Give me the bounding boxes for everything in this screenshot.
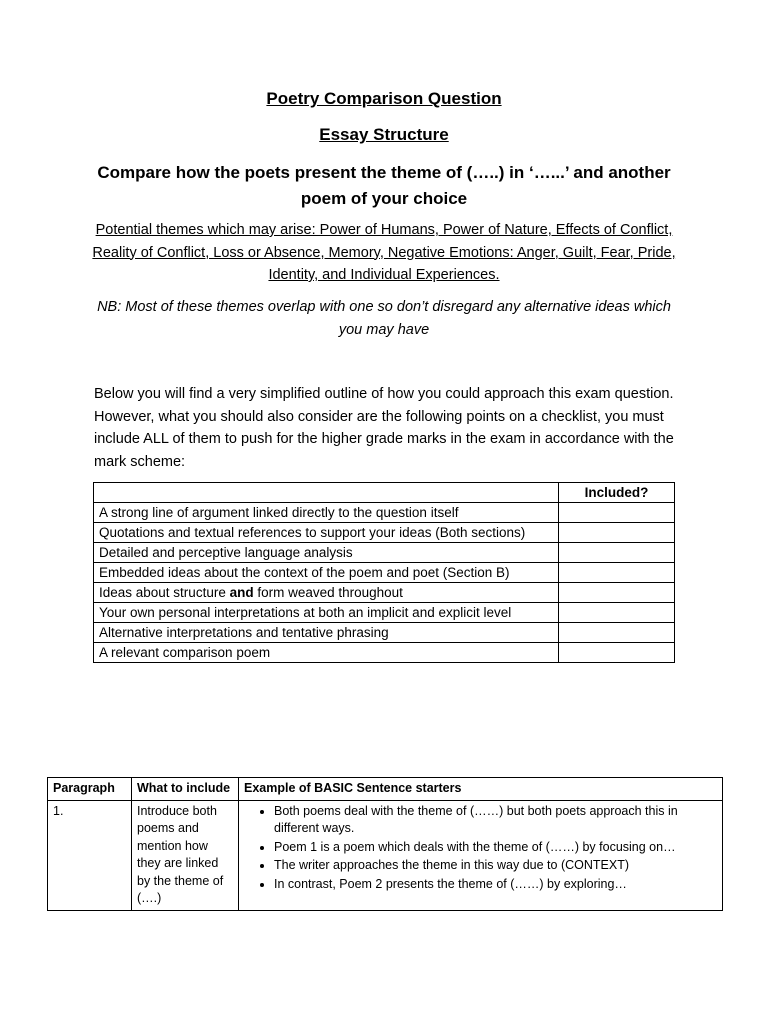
checklist-included-cell bbox=[559, 563, 675, 583]
plan-header-paragraph: Paragraph bbox=[48, 778, 132, 801]
checklist-header-row bbox=[94, 483, 675, 503]
checklist-included-cell bbox=[559, 603, 675, 623]
plan-paragraph-number: 1. bbox=[48, 800, 132, 910]
checklist-header-blank bbox=[94, 483, 559, 503]
checklist-item: A relevant comparison poem bbox=[94, 643, 559, 663]
checklist-item: Alternative interpretations and tentative phrasing bbox=[94, 623, 559, 643]
checklist-row bbox=[94, 623, 675, 643]
checklist-row bbox=[94, 603, 675, 623]
sentence-starter: • In contrast, Poem 2 presents the theme of (……) by exploring… bbox=[274, 876, 717, 894]
checklist-included-cell bbox=[559, 583, 675, 603]
checklist-item: A strong line of argument linked directly to the question itself bbox=[94, 503, 559, 523]
checklist-row bbox=[94, 503, 675, 523]
page-title: Poetry Comparison Question bbox=[266, 89, 502, 108]
plan-header-what-to-include: What to include bbox=[132, 778, 239, 801]
plan-what-to-include: Introduce both poems and mention how they are linked by the theme of (….) bbox=[132, 800, 239, 910]
potential-themes: Potential themes which may arise: Power of Humans, Power of Nature, Effects of Conflict, Reality of Conflict, Loss or Absence, Memory, Negative Emotions: Anger, Guilt, Fear, Pride, Identity, and Individual Experiences. bbox=[92, 222, 676, 283]
checklist-item bbox=[94, 583, 559, 603]
plan-sentence-starters bbox=[239, 800, 723, 910]
checklist-table bbox=[93, 482, 675, 663]
essay-question: Compare how the poets present the theme of (…..) in ‘…...’ and another poem of your choice bbox=[97, 163, 671, 208]
checklist-item-text: form weaved throughout bbox=[253, 585, 403, 600]
checklist-row bbox=[94, 523, 675, 543]
checklist-included-cell bbox=[559, 643, 675, 663]
sentence-starter: • Poem 1 is a poem which deals with the theme of (……) by focusing on… bbox=[274, 839, 717, 857]
plan-row bbox=[48, 800, 723, 910]
checklist-included-cell bbox=[559, 523, 675, 543]
sentence-starter-list bbox=[244, 803, 717, 894]
sentence-starter: • Both poems deal with the theme of (……) but both poets approach this in different ways. bbox=[274, 803, 717, 838]
intro-paragraph: Below you will find a very simplified outline of how you could approach this exam question. However, what you should also consider are the following points on a checklist, you must include ALL of them to push for the higher grade marks in the exam in accordance with the mark scheme: bbox=[94, 386, 674, 470]
checklist-row bbox=[94, 643, 675, 663]
checklist-item: Detailed and perceptive language analysis bbox=[94, 543, 559, 563]
checklist-item: Your own personal interpretations at both an implicit and explicit level bbox=[94, 603, 559, 623]
checklist-included-cell bbox=[559, 543, 675, 563]
checklist-row bbox=[94, 563, 675, 583]
checklist-item: Embedded ideas about the context of the poem and poet (Section B) bbox=[94, 563, 559, 583]
checklist-item-bold: and bbox=[229, 585, 254, 600]
paragraph-plan-table bbox=[47, 777, 723, 911]
plan-header-row bbox=[48, 778, 723, 801]
checklist-header-included: Included? bbox=[559, 483, 675, 503]
page-subtitle: Essay Structure bbox=[319, 125, 449, 144]
checklist-item: Quotations and textual references to support your ideas (Both sections) bbox=[94, 523, 559, 543]
plan-header-sentence-starters: Example of BASIC Sentence starters bbox=[239, 778, 723, 801]
nb-note: NB: Most of these themes overlap with one so don’t disregard any alternative ideas which you may have bbox=[97, 299, 671, 338]
checklist-item-text: Ideas about structure bbox=[99, 585, 230, 600]
checklist-included-cell bbox=[559, 503, 675, 523]
checklist-included-cell bbox=[559, 623, 675, 643]
checklist-row bbox=[94, 543, 675, 563]
checklist-row bbox=[94, 583, 675, 603]
sentence-starter: • The writer approaches the theme in this way due to (CONTEXT) bbox=[274, 857, 717, 875]
